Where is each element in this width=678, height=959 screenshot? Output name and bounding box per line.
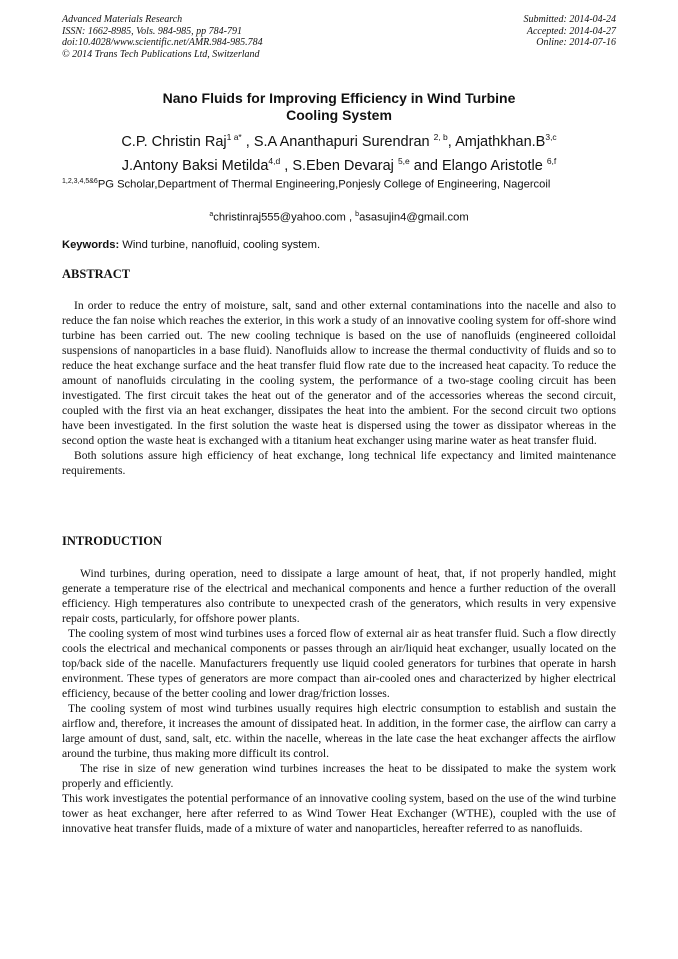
author-line-1	[62, 128, 616, 152]
email-sup: a	[209, 211, 214, 218]
keywords-label: Keywords:	[62, 239, 120, 251]
submitted-date: Submitted: 2014-04-24	[523, 14, 616, 25]
affiliation	[62, 175, 622, 192]
author-sup: 4,d	[268, 155, 281, 166]
publication-dates	[396, 14, 616, 49]
title-line-2: Cooling System	[286, 107, 392, 123]
journal-doi: doi:10.4028/www.scientific.net/AMR.984-985.784	[62, 37, 263, 48]
affiliation-text: PG Scholar,Department of Thermal Engineering,Ponjesly College of Engineering, Nagercoil	[97, 178, 551, 191]
journal-name: Advanced Materials Research	[62, 14, 183, 25]
author-name: Amjathkhan.B	[455, 133, 546, 150]
abstract-paragraph: In order to reduce the entry of moisture, salt, sand and other external contaminations into the nacelle and also to reduce the fan noise which reaches the exterior, in this work a study of an innovative cooling system for off-shore wind turbine has been carried out. The new cooling technique is based on the use of nanofluids (engineered colloidal suspensions of nanoparticles in a base fluid). Nanofluids allow to increase the thermal conductivity of fluids and so to reduce the heat exchange surface and the heat transfer fluid flow rate due to the increased heat capacity. To reduce the amount of nanofluids circulating in the cooling system, the performance of a two-stage cooling circuit has been investigated. The first circuit takes the heat out of the generator and of the accessories whereas the second circuit, coupled with the first via an heat exchanger, dissipates the heat into the ambient. For the second circuit two options have been investigated. In the first solution the waste heat is dispersed using the tower as dissipator whereas in the second option the waste heat is exchanged with a titanium heat exchanger using marine water as heat transfer fluid.	[62, 299, 616, 447]
abstract-heading: ABSTRACT	[62, 267, 131, 281]
intro-paragraph: The cooling system of most wind turbines uses a forced flow of external air as heat transfer fluid. Such a flow directly cools the electrical and mechanical components or passes through an air/liquid heat exchanger, usually located on the top/back side of the nacelle. Manufacturers frequently use liquid cooled generators for turbines that operate in harsh environment. These types of generators are more compact than air-cooled ones and characterized by higher electrical efficiency, because of the better cooling and lower drag/friction losses.	[62, 627, 616, 700]
author-name: C.P. Christin Raj	[121, 133, 227, 150]
intro-paragraph: Wind turbines, during operation, need to dissipate a large amount of heat, that, if not properly handled, might generate a temperature rise of the electrical and mechanical components and hence a further reduction of the overall efficiency. High temperatures also contribute to unexpected crash of the generators, which results in very expensive repair costs, particularly, for offshore power plants.	[62, 567, 616, 625]
author-name: Elango Aristotle	[442, 157, 547, 174]
title-line-1: Nano Fluids for Improving Efficiency in Wind Turbine	[162, 90, 516, 106]
journal-issn: ISSN: 1662-8985, Vols. 984-985, pp 784-791	[62, 25, 242, 37]
accepted-date: Accepted: 2014-04-27	[526, 25, 616, 37]
intro-paragraph: The rise in size of new generation wind turbines increases the heat to be dissipated to make the system work properly and efficiently.	[62, 762, 616, 790]
introduction-heading: INTRODUCTION	[62, 534, 163, 548]
keywords	[62, 238, 616, 252]
author-sup: 3,c	[545, 132, 557, 142]
author-line-2	[62, 152, 616, 176]
journal-copyright: © 2014 Trans Tech Publications Ltd, Switzerland	[62, 48, 260, 60]
email-sup: b	[355, 211, 360, 218]
author-list	[62, 128, 616, 176]
author-separator: ,	[280, 157, 293, 174]
introduction-body	[62, 566, 616, 836]
author-sup: 6,f	[546, 155, 557, 166]
author-separator: ,	[447, 133, 456, 150]
email-link[interactable]: asasujin4@gmail.com	[359, 211, 469, 224]
email-separator: ,	[345, 211, 356, 224]
paper-title	[62, 90, 616, 124]
online-date: Online: 2014-07-16	[536, 37, 616, 48]
journal-info	[62, 14, 382, 60]
author-separator: and	[409, 157, 443, 174]
author-sup: 2, b	[433, 132, 448, 142]
author-sup: 1 a*	[226, 132, 242, 142]
intro-paragraph: This work investigates the potential performance of an innovative cooling system, based on the use of the wind turbine tower as heat exchanger, here after referred to as Wind Tower Heat Exchanger (WTHE), coupled with the use of innovative heat transfer fluids, made of a mixture of water and nanoparticles, hereafter referred to as nanofluids.	[62, 792, 616, 835]
author-emails	[62, 208, 616, 225]
author-sup: 5,e	[397, 155, 410, 166]
email-link[interactable]: christinraj555@yahoo.com	[213, 211, 346, 224]
keywords-text: Wind turbine, nanofluid, cooling system.	[119, 239, 321, 251]
author-name: S.A Ananthapuri Surendran	[253, 133, 434, 150]
abstract-paragraph: Both solutions assure high efficiency of heat exchange, long technical life expectancy and limited maintenance requirements.	[62, 449, 616, 477]
author-name: S.Eben Devaraj	[292, 157, 398, 174]
intro-paragraph: The cooling system of most wind turbines usually requires high electric consumption to establish and sustain the airflow and, therefore, it increases the amount of dissipated heat. In addition, in the former case, the airflow can carry a large amount of dust, sand, salt, etc. within the nacelle, whereas in the late case the heat exchanger affects the airflow around the turbine, thus making more difficult its control.	[62, 702, 616, 760]
author-name: J.Antony Baksi Metilda	[121, 157, 269, 174]
affiliation-sup: 1,2,3,4,5&6	[62, 178, 98, 185]
abstract-body	[62, 298, 616, 478]
author-separator: ,	[241, 133, 254, 150]
